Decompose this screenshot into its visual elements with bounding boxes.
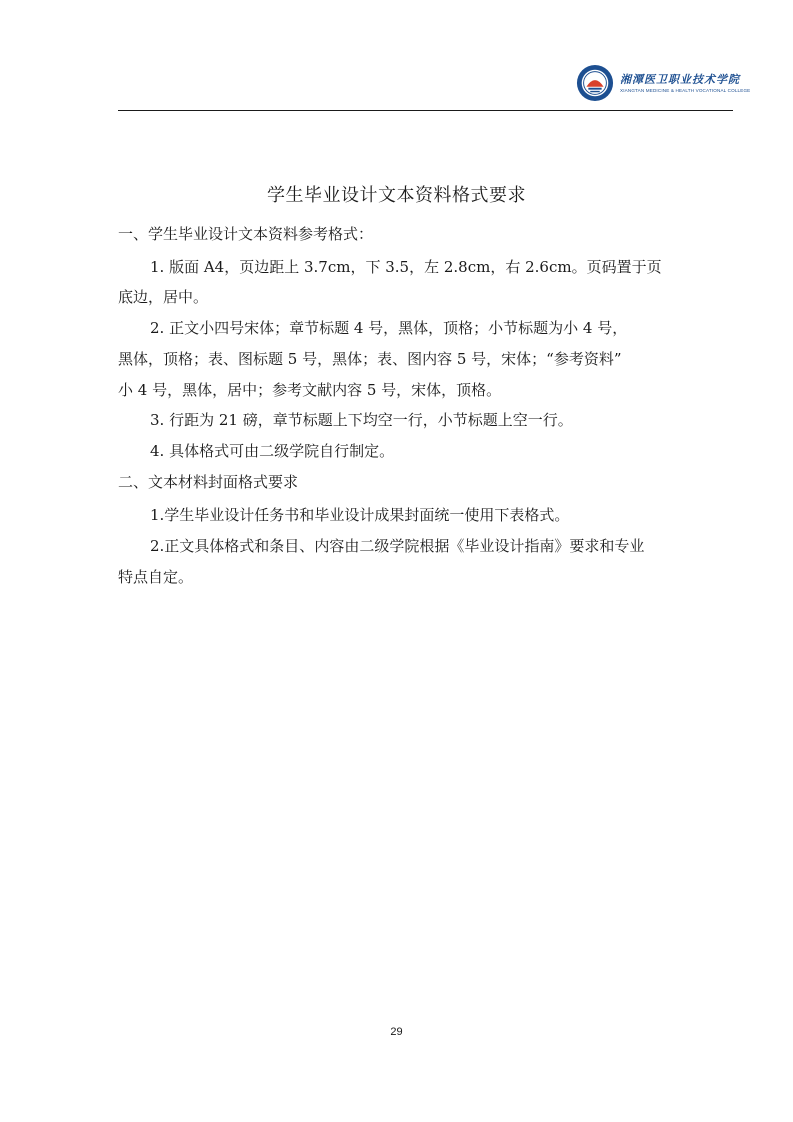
section1-heading: 一、学生毕业设计文本资料参考格式： [118,225,374,243]
header-divider [118,110,733,111]
logo-english-name: XIANGTAN MEDICINE & HEALTH VOCATIONAL COLLEGE [620,87,751,93]
item2-line2: 黑体，顶格；表、图标题 5 号，黑体；表、图内容 5 号，宋体；“参考资料” [118,350,622,368]
item2-line1: 2. 正文小四号宋体；章节标题 4 号，黑体，顶格；小节标题为小 4 号， [150,319,628,337]
sec2-item1: 1.学生毕业设计任务书和毕业设计成果封面统一使用下表格式。 [150,506,570,524]
sec2-item2-line2: 特点自定。 [118,568,194,586]
document-title: 学生毕业设计文本资料格式要求 [267,185,526,206]
item3: 3. 行距为 21 磅，章节标题上下均空一行，小节标题上空一行。 [150,411,573,429]
item1-line1: 1. 版面 A4，页边距上 3.7cm，下 3.5，左 2.8cm，右 2.6cm。页码置于页 [150,258,662,276]
item2-line3: 小 4 号，黑体，居中；参考文献内容 5 号，宋体，顶格。 [118,381,502,399]
sec2-item2-line1: 2.正文具体格式和条目、内容由二级学院根据《毕业设计指南》要求和专业 [150,537,645,555]
college-logo [576,64,750,102]
college-seal-icon [576,64,614,102]
item4: 4. 具体格式可由二级学院自行制定。 [150,442,395,460]
item1-line2: 底边，居中。 [118,288,209,306]
page-number: 29 [390,1026,403,1038]
logo-chinese-name: 湘潭医卫职业技术学院 [620,72,740,86]
section2-heading: 二、文本材料封面格式要求 [118,473,299,491]
